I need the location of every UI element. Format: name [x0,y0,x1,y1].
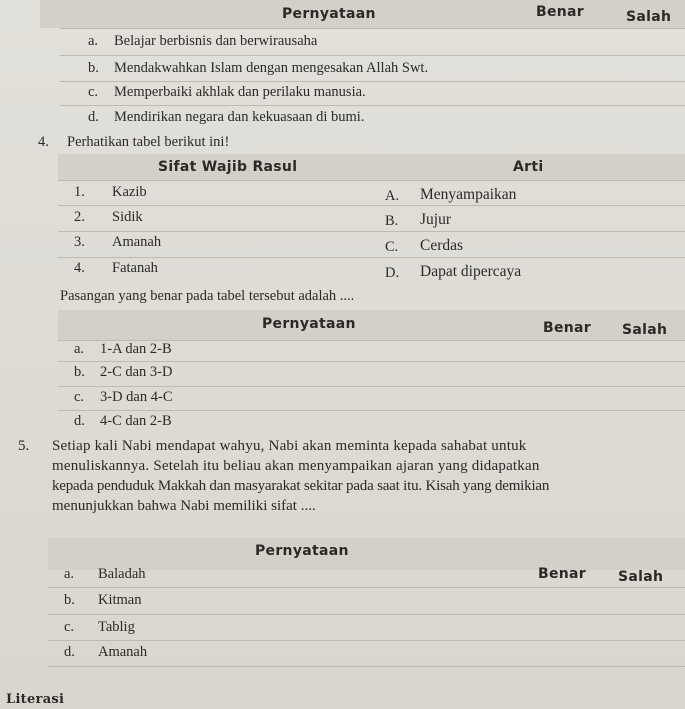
q4-option-c-label: c. [74,389,85,405]
q4-row2-letter: B. [385,213,399,229]
q5-line: Setiap kali Nabi mendapat wahyu, Nabi akan meminta kepada sahabat untuk [52,438,527,454]
q4-header-true: Benar [543,320,591,336]
q4-table-col-trait: Sifat Wajib Rasul [158,159,298,175]
q5-option-d[interactable] [64,644,147,661]
q4-row4-trait: Fatanah [112,260,158,276]
q5-header-false: Salah [618,569,664,585]
q4-option-c-text: 3-D dan 4-C [100,389,173,405]
q4-option-b[interactable] [74,364,173,381]
q3-option-c-label: c. [88,84,99,100]
q3-option-d[interactable] [88,109,364,126]
q3-option-b-label: b. [88,60,99,76]
q4-option-d[interactable] [74,413,172,430]
q4-option-d-text: 4-C dan 2-B [100,413,172,429]
q4-number: 4. [38,134,49,150]
q4-header-statement: Pernyataan [262,316,356,332]
q5-option-b-text: Kitman [98,592,142,608]
q4-row4-meaning: Dapat dipercaya [420,263,522,280]
q3-option-b-text: Mendakwahkan Islam dengan mengesakan Allah Swt. [114,60,429,76]
q4-header-false: Salah [622,322,668,338]
q5-option-d-label: d. [64,644,75,660]
q5-option-b-label: b. [64,592,75,608]
q3-option-a-label: a. [88,33,99,49]
q4-row3-number: 3. [74,234,85,250]
q4-option-b-text: 2-C dan 3-D [100,364,173,380]
q3-option-c[interactable] [88,84,366,101]
q3-option-c-text: Memperbaiki akhlak dan perilaku manusia. [114,84,366,100]
q5-option-b[interactable] [64,592,142,609]
q3-header-true: Benar [536,4,584,20]
q4-option-a-label: a. [74,341,85,357]
q3-option-d-text: Mendirikan negara dan kekuasaan di bumi. [114,109,365,125]
q4-row3-meaning: Cerdas [420,237,464,254]
q4-row2-trait: Sidik [112,209,143,225]
q5-paragraph [52,436,549,516]
q4-option-a[interactable] [74,341,172,358]
q4-row3-letter: C. [385,239,399,255]
q4-option-b-label: b. [74,364,85,380]
q3-option-d-label: d. [88,109,99,125]
q4-row2-meaning: Jujur [420,211,451,228]
q3-header-statement: Pernyataan [282,6,376,22]
section-literasi-heading: Literasi [6,692,65,707]
q4-row1-trait: Kazib [112,184,147,200]
q4-row3-trait: Amanah [112,234,162,250]
q4-row4-letter: D. [385,265,400,281]
q3-option-a[interactable] [88,33,317,50]
q4-question: Pasangan yang benar pada tabel tersebut adalah .... [60,288,355,304]
q5-header-true: Benar [538,566,586,582]
q4-row1-meaning: Menyampaikan [420,186,517,203]
q5-line: menuliskannya. Setelah itu beliau akan menyampaikan ajaran yang didapatkan [52,458,540,474]
q5-option-d-text: Amanah [98,644,148,660]
q4-row4-number: 4. [74,260,85,276]
q3-header-false: Salah [626,9,672,25]
q5-option-a-text: Baladah [98,566,146,582]
q5-number: 5. [18,438,30,454]
q5-option-c-text: Tablig [98,619,135,635]
q4-row1-number: 1. [74,184,85,200]
q4-row2-number: 2. [74,209,85,225]
q4-prompt: Perhatikan tabel berikut ini! [67,134,230,150]
q4-option-a-text: 1-A dan 2-B [100,341,172,357]
q4-option-c[interactable] [74,389,173,406]
q5-option-c[interactable] [64,619,135,636]
q4-data-table-header-band [58,154,685,180]
q4-table-col-meaning: Arti [513,159,544,175]
q4-option-d-label: d. [74,413,85,429]
q5-line: kepada penduduk Makkah dan masyarakat sekitar pada saat itu. Kisah yang demikian [52,478,550,494]
q4-row1-letter: A. [385,188,400,204]
q5-line: menunjukkan bahwa Nabi memiliki sifat .... [52,498,316,514]
q5-option-c-label: c. [64,619,75,635]
q3-option-a-text: Belajar berbisnis dan berwirausaha [114,33,318,49]
q3-option-b[interactable] [88,60,428,77]
q5-header-statement: Pernyataan [255,543,349,559]
q5-option-a[interactable] [64,566,146,583]
q5-option-a-label: a. [64,566,75,582]
